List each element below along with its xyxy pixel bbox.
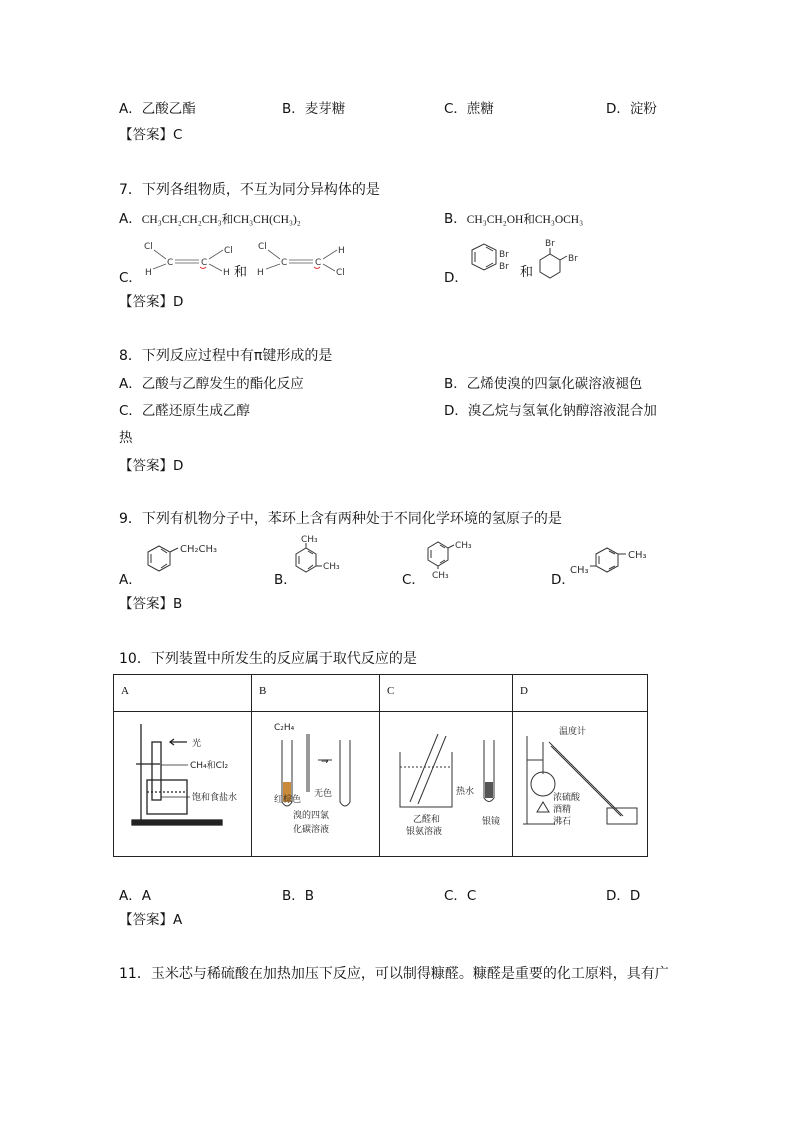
q10-cell-c [380,712,513,857]
q6-option-d: D．淀粉 [606,101,657,117]
q7-answer: 【答案】D [119,294,184,310]
q8-option-a: A．乙酸与乙醇发生的酯化反应 [119,376,304,392]
q10-cell-d [513,712,648,857]
q10-apparatus-d [513,712,647,852]
q10-apparatus-table [113,674,648,857]
q7d-br2: Br [499,262,509,272]
q8-option-d: D．溴乙烷与氢氧化钠醇溶液混合加 [444,403,657,419]
q7c-c1: C [167,258,174,268]
q8-option-c: C．乙醛还原生成乙醇 [119,403,250,419]
q9-o-xylene [290,532,360,582]
q8-stem: 8．下列反应过程中有π键形成的是 [119,348,333,364]
qd-acid: 浓硫酸 [553,793,581,803]
q10-header-a-text: A [121,685,129,697]
q10-header-a [114,675,252,712]
q9b-ch3-2: CH₃ [323,562,340,572]
q7d-br4: Br [568,254,578,264]
q10-stem: 10．下列装置中所发生的反应属于取代反应的是 [119,651,417,667]
q9c-ch3-2: CH₃ [432,571,449,581]
q10-answer: 【答案】A [119,912,183,928]
qc-sol1: 乙醛和 [413,815,441,825]
q7-option-d-label: D． [444,270,468,286]
q8-option-d-continued: 热 [119,430,133,446]
q10-header-c-text: C [387,685,395,697]
qa-water: 饱和食盐水 [192,793,238,803]
q7c-cl3: Cl [258,242,267,252]
q7-option-c-structures [136,238,358,284]
q7c-cl2: Cl [224,246,233,256]
q7-option-b-text: CH₃CH₂OH和CH₃OCH₃ [466,214,584,226]
q10-apparatus-b [252,712,379,852]
q10-header-b-text: B [259,685,267,697]
q7c-c3: C [281,258,288,268]
q7d-br3: Br [545,239,555,249]
q9b-ch3-1: CH₃ [301,535,318,545]
q9-m-xylene [420,536,490,582]
q7-option-a-text: CH₃CH₂CH₂CH₃和CH₃CH(CH₃)₂ [141,214,301,226]
q6-option-a: A．乙酸乙酯 [119,101,196,117]
q10-option-a: A．A [119,888,151,904]
q7c-c4: C [315,258,322,268]
q7c-and: 和 [234,265,248,280]
q7-option-c-label: C． [119,270,142,286]
q9-label-d: D． [551,572,575,588]
qa-gas: CH₄和Cl₂ [190,761,229,771]
q9-answer: 【答案】B [119,596,183,612]
q6-option-b: B．麦芽糖 [282,101,346,117]
q7c-h3: H [257,268,264,278]
q7c-h4: H [338,246,345,256]
q9a-ch2ch3: CH₂CH₃ [180,544,218,555]
qb-gas: C₂H₄ [274,723,295,733]
q7-option-a [119,207,301,227]
q9-label-c: C． [402,572,425,588]
qd-stone: 沸石 [553,817,572,827]
qc-sol2: 银氨溶液 [406,827,443,837]
q9-stem: 9．下列有机物分子中，苯环上含有两种处于不同化学环境的氢原子的是 [119,511,562,527]
q8-option-b: B．乙烯使溴的四氯化碳溶液褪色 [444,376,643,392]
q9d-ch3-2: CH₃ [628,550,647,561]
qb-red: 红棕色 [274,795,302,805]
q10-header-b [252,675,380,712]
qc-mirror: 银镜 [482,817,501,827]
q7c-c2: C [201,258,208,268]
q7c-cl1: Cl [144,242,153,252]
q10-apparatus-a [114,712,251,852]
q9-ethylbenzene [140,540,230,580]
q10-cell-b [252,712,380,857]
q10-header-d-text: D [520,685,528,697]
q7d-and: 和 [520,265,534,280]
q6-option-c: C．蔗糖 [444,101,494,117]
q7-option-b [444,207,583,227]
q10-cell-a [114,712,252,857]
q10-apparatus-c [380,712,512,852]
qb-arrow: → [321,757,329,767]
q7-stem: 7．下列各组物质，不互为同分异构体的是 [119,182,380,198]
qa-light: 光 [192,739,202,749]
qb-sol2: 化碳溶液 [293,825,330,835]
qd-thermo: 温度计 [559,727,587,737]
q7-option-b-label: B． [444,211,467,227]
q10-header-d [513,675,648,712]
qb-sol1: 溴的四氯 [293,811,330,821]
q7-option-d-structures [464,236,594,282]
qc-hot: 热水 [456,787,475,797]
q8-answer: 【答案】D [119,458,184,474]
q9c-ch3-1: CH₃ [455,541,472,551]
q11-stem: 11．玉米芯与稀硫酸在加热加压下反应，可以制得糠醛。糠醛是重要的化工原料，具有广 [119,966,669,982]
q10-option-c: C．C [444,888,477,904]
q9d-ch3-1: CH₃ [570,565,589,576]
q7c-cl4: Cl [336,268,345,278]
q10-header-c [380,675,513,712]
q7d-br1: Br [499,250,509,260]
q7-option-a-label: A． [119,211,142,227]
q7c-h1: H [145,268,152,278]
q6-answer: 【答案】C [119,127,183,143]
qb-colorless: 无色 [314,789,333,799]
q9-label-a: A． [119,572,142,588]
q7c-h2: H [223,268,230,278]
q10-option-b: B．B [282,888,315,904]
q9-p-xylene [570,544,660,578]
q10-option-d: D．D [606,888,641,904]
q9-label-b: B． [274,572,297,588]
qd-alcohol: 酒精 [553,805,572,815]
